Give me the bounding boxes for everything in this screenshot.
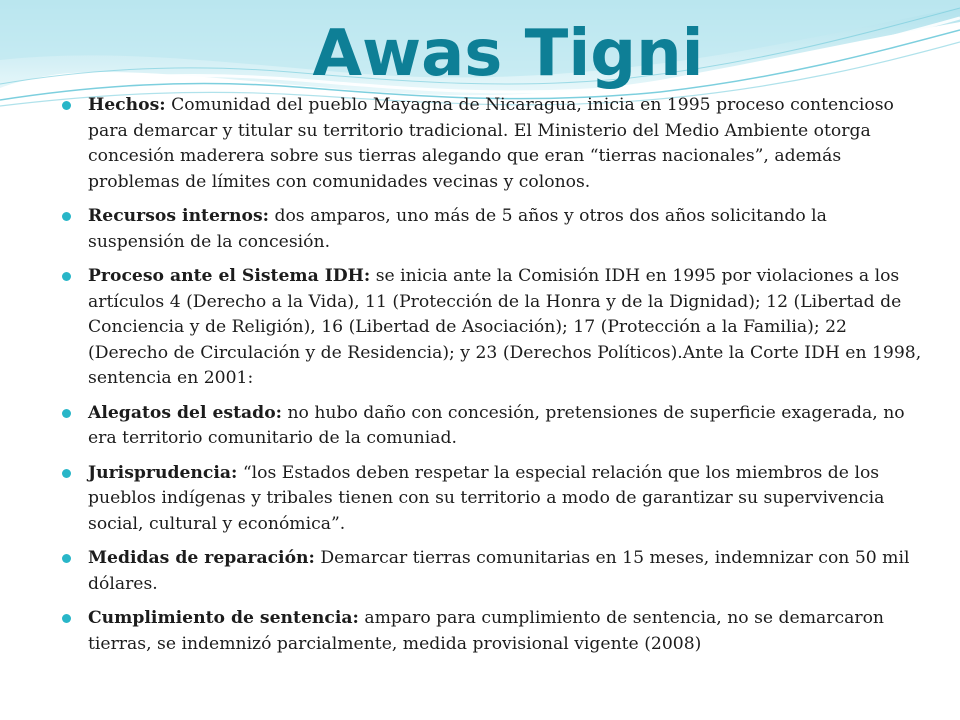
item-text: se inicia ante la Comisión IDH en 1995 por violaciones a los artículos 4 (Derecho a la Vida), 11 (Protección de la Honra y de la Dignidad); 12 (Libertad de Conciencia y de Religión), 16 (Libertad de Asociación); 17 (Protección a la Familia); 22 (Derecho de Circulación y de Residencia); y 23 (Derechos Políticos).Ante la Corte IDH en 1998, sentencia en 2001: [88,266,922,388]
list-item-medidas [62,546,928,597]
list-item-recursos-internos [62,204,928,255]
list-item-jurisprudencia [62,461,928,538]
bullet-dot-icon [62,614,71,623]
item-text: “los Estados deben respetar la especial relación que los miembros de los pueblos indígenas y tribales tienen con su territorio a modo de garantizar su supervivencia social, cultural y económica”. [88,462,885,534]
item-label: Proceso ante el Sistema IDH: [88,266,371,286]
item-label: Medidas de reparación: [88,548,315,568]
item-label: Jurisprudencia: [88,462,238,483]
bullet-dot-icon [62,212,71,221]
bullet-dot-icon [62,469,71,478]
list-item-proceso-idh [62,264,928,392]
bullet-dot-icon [62,101,71,110]
item-label: Recursos internos: [88,206,269,226]
item-label: Hechos: [88,95,166,115]
item-text: dos amparos, uno más de 5 años y otros dos años solicitando la suspensión de la concesión. [88,206,827,252]
item-text: amparo para cumplimiento de sentencia, no se demarcaron tierras, se indemnizó parcialmente, medida provisional vigente (2008) [88,608,885,654]
list-item-hechos [62,93,928,195]
item-text: no hubo daño con concesión, pretensiones de superficie exagerada, no era territorio comunitario de la comuniad. [88,402,905,448]
bullet-dot-icon [62,272,71,281]
bullet-list [62,93,928,666]
bullet-dot-icon [62,409,71,418]
list-item-cumplimiento [62,606,928,657]
item-label: Alegatos del estado: [88,402,282,423]
page-title: Awas Tigni [312,17,704,91]
item-text: Comunidad del pueblo Mayagna de Nicaragua, inicia en 1995 proceso contencioso para demarcar y titular su territorio tradicional. El Ministerio del Medio Ambiente otorga concesión maderera sobre sus tierras alegando que eran “tierras nacionales”, además problemas de límites con comunidades vecinas y colonos. [88,95,894,192]
item-text: Demarcar tierras comunitarias en 15 meses, indemnizar con 50 mil dólares. [88,548,910,594]
list-item-alegatos [62,401,928,452]
bullet-dot-icon [62,554,71,563]
item-label: Cumplimiento de sentencia: [88,608,359,628]
